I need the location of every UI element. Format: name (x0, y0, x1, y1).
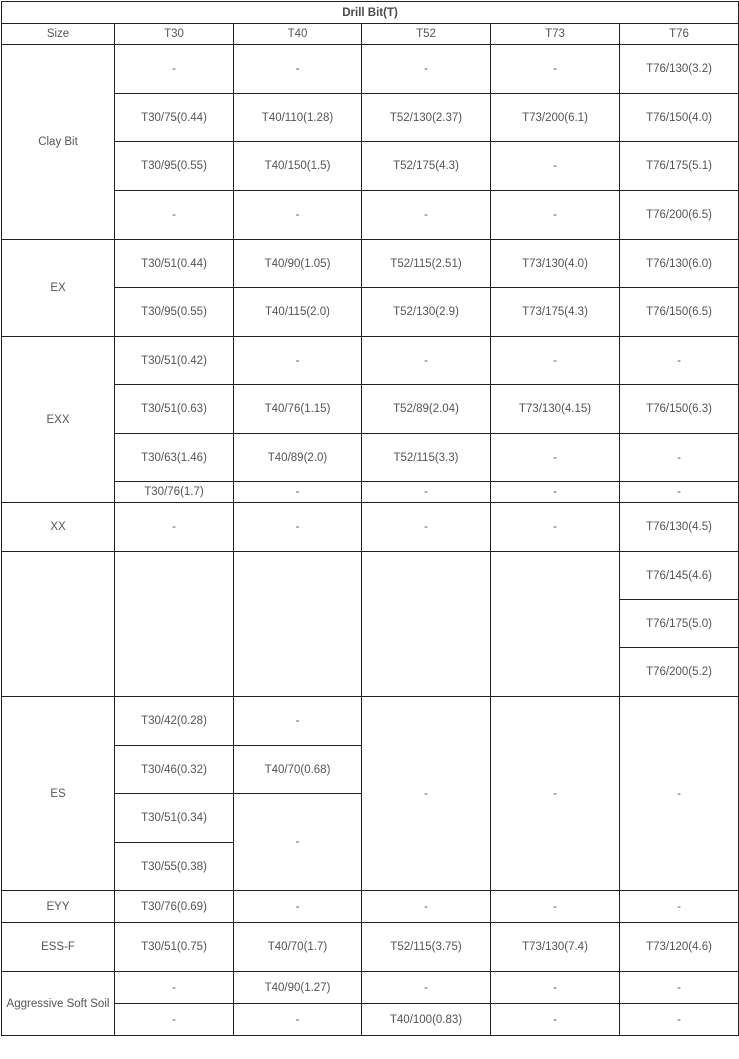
table-cell: T30/51(0.75) (115, 923, 234, 972)
table-cell: - (620, 891, 739, 923)
table-cell: T52/115(3.75) (362, 923, 491, 972)
table-cell: - (362, 972, 491, 1004)
table-cell: T40/115(2.0) (234, 288, 362, 337)
table-cell: - (491, 891, 620, 923)
table-cell: T76/175(5.0) (620, 600, 739, 648)
table-cell: T52/89(2.04) (362, 385, 491, 434)
table-cell: T40/150(1.5) (234, 142, 362, 191)
table-cell: T73/130(4.15) (491, 385, 620, 434)
table-cell: T30/51(0.63) (115, 385, 234, 434)
table-cell (115, 552, 234, 697)
table-cell: T76/130(4.5) (620, 503, 739, 552)
table-cell: T73/175(4.3) (491, 288, 620, 337)
table-cell: T30/51(0.42) (115, 337, 234, 385)
table-cell: T30/51(0.34) (115, 794, 234, 843)
table-cell: T30/76(0.69) (115, 891, 234, 923)
table-cell: T30/55(0.38) (115, 843, 234, 891)
table-cell: - (491, 972, 620, 1004)
table-cell: - (620, 482, 739, 503)
table-cell: T40/100(0.83) (362, 1004, 491, 1036)
table-cell: T52/130(2.37) (362, 94, 491, 142)
table-cell: T30/95(0.55) (115, 142, 234, 191)
size-xx: XX (2, 503, 115, 552)
table-cell: - (491, 1004, 620, 1036)
table-cell: T40/110(1.28) (234, 94, 362, 142)
table-cell: T76/200(6.5) (620, 191, 739, 240)
table-cell: - (234, 337, 362, 385)
table-cell (362, 552, 491, 697)
table-cell: - (362, 503, 491, 552)
table-cell: T40/70(1.7) (234, 923, 362, 972)
table-cell: - (234, 482, 362, 503)
table-cell: T73/120(4.6) (620, 923, 739, 972)
size-unlabeled (2, 552, 115, 697)
table-cell: - (234, 697, 362, 746)
size-ex: EX (2, 240, 115, 337)
table-cell: - (620, 434, 739, 482)
table-cell: T40/70(0.68) (234, 746, 362, 794)
table-cell: T30/42(0.28) (115, 697, 234, 746)
table-cell: T76/150(6.5) (620, 288, 739, 337)
table-cell: T73/200(6.1) (491, 94, 620, 142)
table-cell: - (234, 45, 362, 94)
table-cell: - (362, 191, 491, 240)
table-cell: T30/95(0.55) (115, 288, 234, 337)
table-cell: - (115, 191, 234, 240)
header-t52: T52 (362, 24, 491, 45)
size-ess-f: ESS-F (2, 923, 115, 972)
table-cell: - (491, 45, 620, 94)
table-cell: T76/200(5.2) (620, 648, 739, 697)
size-exx: EXX (2, 337, 115, 503)
table-cell: T76/150(6.3) (620, 385, 739, 434)
header-t30: T30 (115, 24, 234, 45)
size-aggressive-soft-soil: Aggressive Soft Soil (2, 972, 115, 1036)
table-cell: T52/115(3.3) (362, 434, 491, 482)
table-cell: - (491, 142, 620, 191)
drill-bit-table (1, 1, 739, 1036)
table-cell: T30/63(1.46) (115, 434, 234, 482)
table-cell: - (620, 972, 739, 1004)
table-cell: - (115, 972, 234, 1004)
table-cell: - (362, 45, 491, 94)
table-cell: - (620, 337, 739, 385)
table-cell: - (234, 891, 362, 923)
table-cell: T76/175(5.1) (620, 142, 739, 191)
table-cell: - (115, 1004, 234, 1036)
table-cell: - (234, 191, 362, 240)
header-t73: T73 (491, 24, 620, 45)
table-cell: - (115, 503, 234, 552)
size-eyy: EYY (2, 891, 115, 923)
table-cell: T52/115(2.51) (362, 240, 491, 288)
table-cell: - (491, 434, 620, 482)
table-cell: - (491, 482, 620, 503)
header-t76: T76 (620, 24, 739, 45)
table-cell: - (362, 482, 491, 503)
table-cell (491, 552, 620, 697)
table-cell: - (362, 891, 491, 923)
table-cell: T73/130(4.0) (491, 240, 620, 288)
table-cell: T52/175(4.3) (362, 142, 491, 191)
table-cell: - (234, 503, 362, 552)
table-cell: - (491, 697, 620, 891)
table-cell: - (234, 794, 362, 891)
table-cell: - (620, 697, 739, 891)
table-cell: - (491, 191, 620, 240)
table-cell: T76/145(4.6) (620, 552, 739, 600)
table-cell: T73/130(7.4) (491, 923, 620, 972)
table-cell: - (362, 697, 491, 891)
table-cell: T40/90(1.27) (234, 972, 362, 1004)
table-cell (234, 552, 362, 697)
size-es: ES (2, 697, 115, 891)
table-cell: T30/46(0.32) (115, 746, 234, 794)
header-t40: T40 (234, 24, 362, 45)
table-cell: - (491, 337, 620, 385)
table-cell: T76/150(4.0) (620, 94, 739, 142)
table-cell: - (234, 1004, 362, 1036)
table-cell: T30/75(0.44) (115, 94, 234, 142)
table-cell: T40/90(1.05) (234, 240, 362, 288)
table-cell: T30/51(0.44) (115, 240, 234, 288)
table-cell: - (115, 45, 234, 94)
table-cell: T76/130(6.0) (620, 240, 739, 288)
size-clay-bit: Clay Bit (2, 45, 115, 240)
table-cell: T76/130(3.2) (620, 45, 739, 94)
table-cell: - (362, 337, 491, 385)
table-cell: - (620, 1004, 739, 1036)
table-cell: T30/76(1.7) (115, 482, 234, 503)
table-cell: - (491, 503, 620, 552)
table-cell: T40/76(1.15) (234, 385, 362, 434)
table-title: Drill Bit(T) (2, 2, 739, 24)
table-cell: T52/130(2.9) (362, 288, 491, 337)
table-cell: T40/89(2.0) (234, 434, 362, 482)
header-size: Size (2, 24, 115, 45)
